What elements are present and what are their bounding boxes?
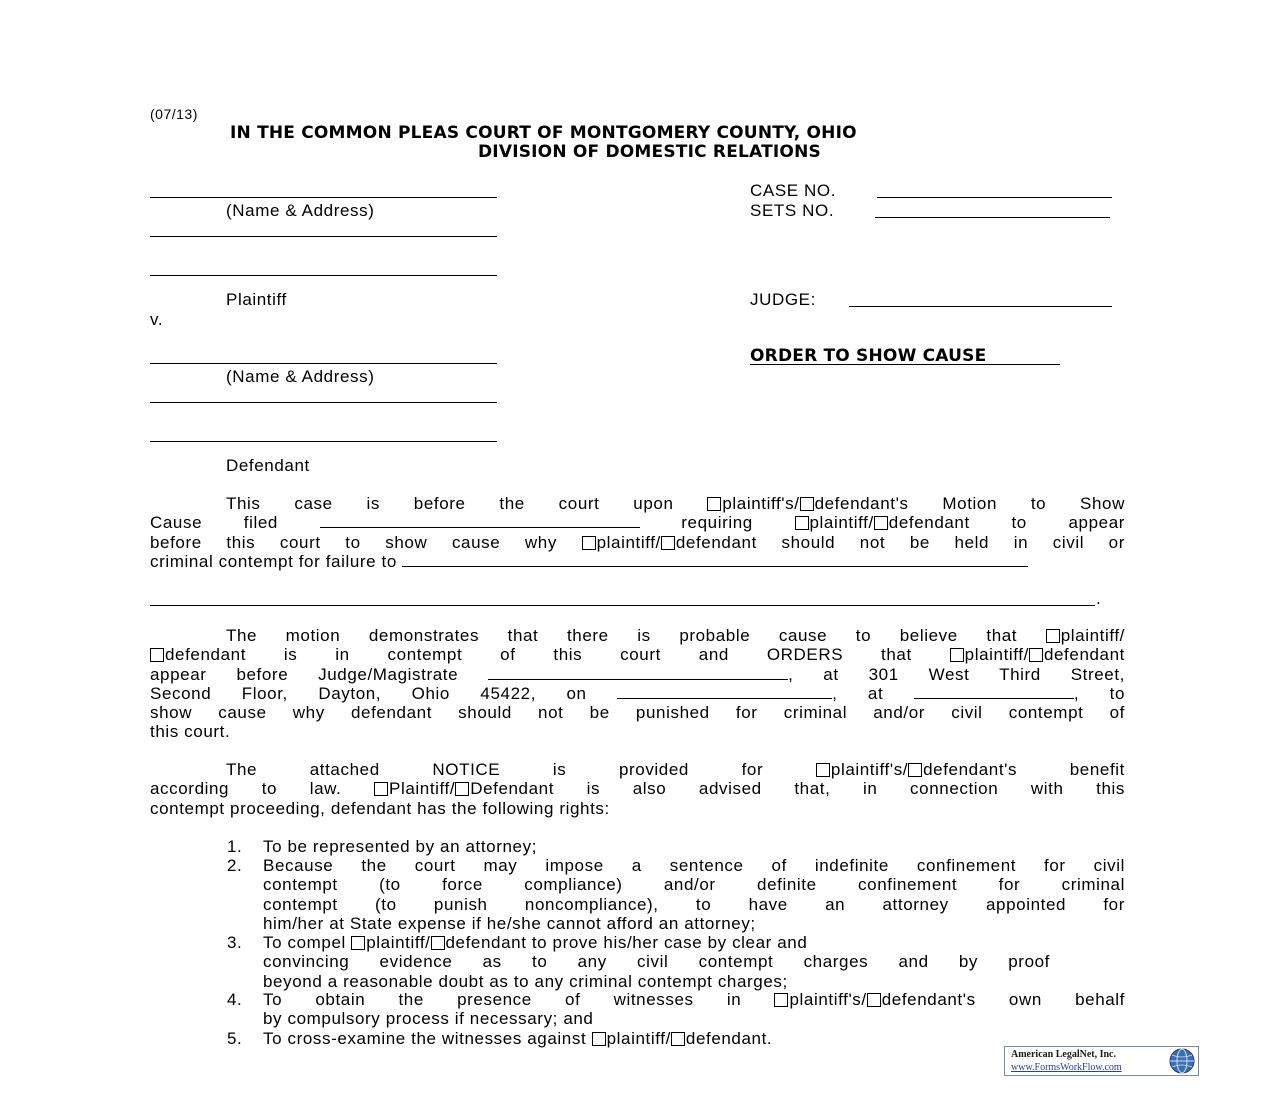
checkbox-defendant[interactable]: [431, 936, 445, 950]
option-label: defendant's: [881, 990, 976, 1009]
option-label: plaintiff/: [366, 933, 431, 952]
para2-text: Second Floor, Dayton, Ohio 45422, on: [150, 683, 587, 703]
failure-to-field[interactable]: [402, 554, 1028, 567]
rights-number-2: 2.: [227, 856, 243, 875]
checkbox-plaintiff[interactable]: [582, 536, 596, 550]
checkbox-plaintiffs[interactable]: [774, 993, 788, 1007]
para2-text: appear before Judge/Magistrate: [150, 664, 459, 684]
failure-to-field-line-2[interactable]: [150, 605, 1095, 606]
defendant-label: Defendant: [226, 456, 310, 475]
para3-text: is also advised that, in connection with this: [586, 779, 1125, 799]
checkbox-defendants[interactable]: [800, 497, 814, 511]
para1-text: before this court to show cause why: [150, 532, 557, 552]
checkbox-plaintiff[interactable]: [1046, 629, 1060, 643]
para2-text: , to: [1073, 683, 1126, 703]
checkbox-plaintiffs[interactable]: [707, 497, 721, 511]
right-3: [263, 933, 1050, 991]
option-label: defendant: [888, 513, 970, 533]
form-code: (07/13): [150, 106, 198, 122]
sets-no-field[interactable]: [875, 217, 1110, 218]
right-text: .: [766, 1029, 773, 1048]
option-label: defendant: [685, 1029, 767, 1048]
option-label: plaintiff/: [809, 513, 874, 533]
para2-text: show cause why defendant should not be punished for criminal and/or civil contempt of: [150, 703, 1125, 723]
option-label: defendant: [675, 532, 757, 552]
para1-text: should not be held in civil or: [781, 532, 1126, 552]
para1-text: criminal contempt for failure to: [150, 551, 397, 571]
plaintiff-address-line-1[interactable]: [150, 236, 497, 237]
judge-field[interactable]: [849, 306, 1112, 307]
hearing-time-field[interactable]: [914, 686, 1074, 699]
court-title: IN THE COMMON PLEAS COURT OF MONTGOMERY COUNTY, OHIO: [230, 123, 857, 143]
para2-text: , at 301 West Third Street,: [788, 664, 1125, 684]
para1-text: requiring: [681, 513, 753, 533]
right-text: by compulsory process if necessary; and: [263, 1009, 594, 1029]
plaintiff-label: Plaintiff: [226, 290, 287, 309]
defendant-name-line-1[interactable]: [150, 363, 497, 364]
order-title-underline: [750, 364, 1060, 365]
para2-text: The motion demonstrates that there is probable cause to believe that: [226, 626, 1018, 645]
checkbox-defendant[interactable]: [1029, 648, 1043, 662]
rights-number-1: 1.: [227, 837, 243, 856]
option-label: plaintiff's/: [789, 990, 867, 1009]
right-2: [263, 856, 1125, 933]
option-label: defendant's: [923, 760, 1018, 779]
filed-date-field[interactable]: [320, 515, 640, 528]
hearing-date-field[interactable]: [617, 686, 832, 699]
checkbox-defendant[interactable]: [661, 536, 675, 550]
versus-label: v.: [150, 310, 164, 329]
right-text: him/her at State expense if he/she cannot afford an attorney;: [263, 913, 756, 933]
checkbox-defendants[interactable]: [867, 993, 881, 1007]
globe-icon: [1168, 1047, 1196, 1075]
checkbox-defendant-cap[interactable]: [455, 782, 469, 796]
para3-text: according to law.: [150, 779, 342, 799]
para2-text: defendant is in contempt of this court and ORDERS that: [165, 645, 912, 665]
order-title: ORDER TO SHOW CAUSE: [750, 346, 987, 366]
option-label: defendant's: [814, 494, 909, 513]
right-text: contempt (to force compliance) and/or definite confinement for criminal: [263, 875, 1125, 895]
right-text: beyond a reasonable doubt as to any criminal contempt charges;: [263, 971, 788, 991]
paragraph-notice: [150, 760, 1125, 818]
checkbox-plaintiff[interactable]: [795, 516, 809, 530]
sets-no-label: SETS NO.: [750, 201, 835, 220]
division-title: DIVISION OF DOMESTIC RELATIONS: [478, 142, 821, 162]
right-text: To compel: [263, 933, 346, 952]
plaintiff-name-address-label: (Name & Address): [226, 201, 375, 220]
para3-text: benefit: [1069, 760, 1125, 779]
option-label: Defendant: [470, 779, 555, 799]
defendant-address-line-1[interactable]: [150, 402, 497, 403]
plaintiff-address-line-2[interactable]: [150, 275, 497, 276]
option-label: plaintiff's/: [722, 494, 800, 513]
right-text: To be represented by an attorney;: [263, 837, 538, 856]
option-label: defendant: [445, 933, 527, 952]
right-text: own behalf: [1008, 990, 1126, 1009]
checkbox-plaintiff[interactable]: [592, 1032, 606, 1046]
rights-number-4: 4.: [227, 990, 243, 1009]
defendant-name-address-label: (Name & Address): [226, 367, 375, 386]
paragraph-motion: [150, 494, 1125, 571]
right-text: convincing evidence as to any civil contempt charges and by proof: [263, 952, 1050, 972]
logo-company-name: American LegalNet, Inc.: [1011, 1049, 1116, 1060]
option-label: plaintiff's/: [830, 760, 909, 779]
right-text: Because the court may impose a sentence of indefinite confinement for civil: [263, 856, 1125, 875]
plaintiff-name-line-1[interactable]: [150, 197, 497, 198]
checkbox-plaintiff[interactable]: [950, 648, 964, 662]
paragraph-probable-cause: [150, 626, 1125, 742]
logo-url[interactable]: www.FormsWorkFlow.com: [1011, 1062, 1122, 1073]
checkbox-plaintiff[interactable]: [351, 936, 365, 950]
para1-text: This case is before the court upon: [226, 494, 674, 513]
option-label: plaintiff/: [1060, 626, 1125, 645]
judge-label: JUDGE:: [750, 290, 816, 309]
option-label: plaintiff/: [596, 532, 661, 552]
checkbox-plaintiff-cap[interactable]: [374, 782, 388, 796]
para2-text: , at: [832, 683, 884, 703]
magistrate-field[interactable]: [488, 667, 788, 680]
right-5: [263, 1029, 1125, 1048]
right-text: To cross-examine the witnesses against: [263, 1029, 587, 1048]
para1-text: Cause filed: [150, 513, 278, 533]
right-1: [263, 837, 1125, 856]
para2-text: this court.: [150, 722, 231, 742]
rights-number-3: 3.: [227, 933, 243, 952]
para1-text: to appear: [1011, 513, 1126, 533]
case-no-field[interactable]: [877, 197, 1112, 198]
rights-number-5: 5.: [227, 1029, 243, 1048]
checkbox-defendants[interactable]: [908, 763, 922, 777]
para3-text: The attached NOTICE is provided for: [226, 760, 764, 779]
right-4: [263, 990, 1125, 1029]
right-text: To obtain the presence of witnesses in: [263, 990, 742, 1009]
checkbox-plaintiffs[interactable]: [816, 763, 830, 777]
para3-text: contempt proceeding, defendant has the following rights:: [150, 798, 610, 818]
defendant-address-line-2[interactable]: [150, 441, 497, 442]
right-text: to prove his/her case by clear and: [531, 933, 808, 952]
option-label: defendant: [1043, 645, 1125, 665]
option-label: plaintiff/: [606, 1029, 671, 1048]
checkbox-defendant[interactable]: [150, 648, 164, 662]
checkbox-defendant[interactable]: [671, 1032, 685, 1046]
option-label: plaintiff/: [964, 645, 1029, 665]
para1-text: Motion to Show: [942, 494, 1125, 513]
american-legalnet-logo[interactable]: [1004, 1046, 1199, 1076]
right-text: contempt (to punish noncompliance), to have an attorney appointed for: [263, 894, 1125, 914]
checkbox-defendant[interactable]: [874, 516, 888, 530]
period-mark: .: [1096, 589, 1102, 608]
option-label: Plaintiff/: [389, 779, 456, 799]
case-no-label: CASE NO.: [750, 181, 837, 200]
